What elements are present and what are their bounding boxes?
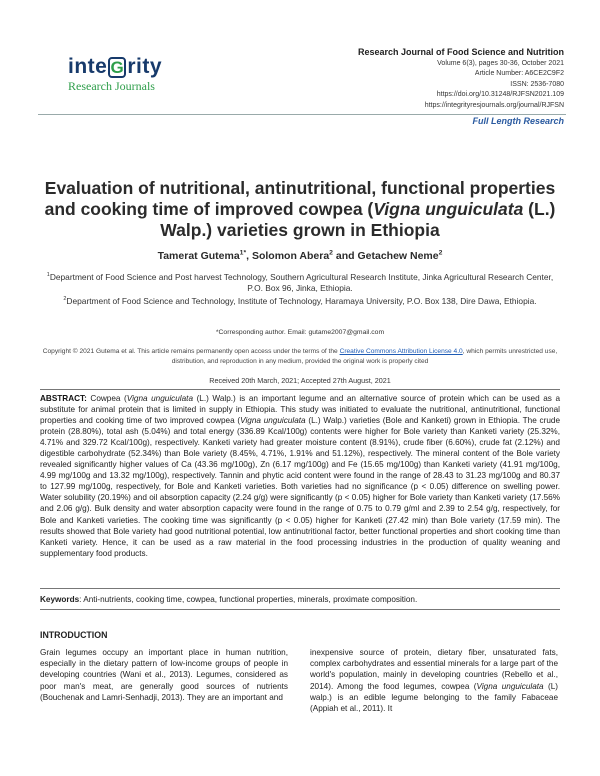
keywords-text: : Anti-nutrients, cooking time, cowpea, functional properties, minerals, proximate composition. <box>79 595 418 604</box>
author-list <box>40 250 560 262</box>
title-part1: Evaluation of nutritional, antinutritional, functional properties and cooking time of improved cowpea ( <box>44 178 556 219</box>
logo-g-letter: G <box>108 57 126 78</box>
abstract <box>40 393 560 559</box>
publisher-logo <box>68 56 176 102</box>
abstract-top-rule <box>40 389 560 390</box>
corresponding-author: *Corresponding author. Email: gutame2007@gmail.com <box>215 329 385 336</box>
issn: ISSN: 2536-7080 <box>510 80 564 88</box>
abstract-species: Vigna unguiculata <box>240 416 306 426</box>
license-link[interactable]: Creative Commons Attribution License 4.0 <box>339 348 463 355</box>
logo-part1: inte <box>68 55 108 78</box>
abstract-text: (L.) Walp.) varieties (Bole and Kanketi) grown in Ethiopia. The crude protein (28.80%), total ash (5.04%) and total energy (336.89 Kcal/100g) contents were higher for Bole variety than Kanketi variety (25.32%, 4.71% and 329.72 Kcal/100g), respectively. Kanketi variety had greater moisture content (8.91%), crude fiber (6.60%), crude fat (2.12%) and digestible carbohydrate (52.34%) than Bole variety (8.45%, 4.71%, 1.91% and 51.12%), respectively. The mineral content of the Bole variety revealed significantly higher values of Ca (43.36 mg/100g), Zn (6.17 mg/100g) and Fe (15.65 mg/100g) than Kanketi variety (41.91 mg/100g, 4.99 mg/100g and 13.32 mg/100g), respectively. Tannin and phytic acid content were found in the range of 28.43 to 31.23 mg/100g and 80.37 to 127.99 mg/100g, respectively, for Bole and Kanketi varieties. Both varieties had no significance (p < 0.05) difference on swelling power. Water solubility (20.19%) and oil absorption capacity (2.24 g/g) were significantly (p < 0.05) higher for Bole variety than Kanketi variety (17.56% and 2.06 g/g). Bulk density and water absorption capacity were found in the range of 0.75 to 0.79 g/ml and 2.39 to 2.54 g/g, respectively, for Bole and Kanketi varieties. The cooking time was significantly (p < 0.05) higher for Kanketi (27.42 min) than Bole variety (17.59 min). The results showed that Bole variety had good nutritional potential, low antinutritional factor, better functional properties and short cooking time than Kanketi variety. Hence, it can be used as a raw material in the food processing industries in the production of quality weaning and supplementary food products. <box>40 416 560 558</box>
affiliation-text: Department of Food Science and Technology, Institute of Technology, Haramaya University, P.O. Box 138, Dire Dawa, Ethiopia. <box>66 296 537 306</box>
intro-species: Vigna unguiculata <box>476 681 544 691</box>
title-part2: (L.) Walp.) varieties grown in Ethiopia <box>160 199 556 240</box>
journal-info <box>264 46 564 111</box>
affiliation-1 <box>40 272 560 294</box>
intro-text: (L) walp.) is an edible legume belonging to the family Fabaceae (Appiah et al., 2011). It <box>310 681 559 714</box>
abstract-species: Vigna unguiculata <box>126 394 194 403</box>
author-sup: 2 <box>329 249 333 257</box>
article-number: Article Number: A6CE2C9F2 <box>474 70 564 78</box>
logo-subtitle: Research Journals <box>68 79 155 93</box>
abstract-text: (L.) Walp.) is an important legume and an alternative source of protein which can be used as a substitute for animal protein that is limited in supply in Ethiopia. This study was initiated to evaluate the nutritional, antinutritional, functional properties and cooking time of two improved cowpea ( <box>40 394 560 426</box>
journal-name: Research Journal of Food Science and Nutrition <box>357 47 564 57</box>
author-name: Getachew Neme <box>357 250 439 262</box>
author-name: Tamerat Gutema <box>157 250 240 262</box>
journal-volume: Volume 6(3), pages 30-36, October 2021 <box>437 60 564 67</box>
title-species: Vigna unguiculata <box>373 199 524 219</box>
intro-right-column <box>310 647 558 714</box>
author-separator: , <box>246 250 252 262</box>
author-name: Solomon Abera <box>251 250 330 262</box>
logo-wordmark <box>68 56 176 78</box>
affiliation-sup: 2 <box>63 296 67 303</box>
abstract-text: Cowpea ( <box>86 394 127 403</box>
keywords-label: Keywords <box>40 595 80 604</box>
copyright-notice <box>40 347 560 366</box>
logo-part2: rity <box>127 55 163 78</box>
intro-left-column: Grain legumes occupy an important place in human nutrition, especially in the dietary pattern of low-income groups of people in developing countries (Wani et al., 2013). Legumes, considered as poor man's meat, are generally good sources of nutrients (Bouchenak and Lamri-Senhadji, 2013). They are an important and <box>40 648 288 702</box>
intro-text: inexpensive source of protein, dietary fiber, unsaturated fats, complex carbohydrates and essential minerals for a large part of the world's population, mainly in developing countries (Rebello et al., 2014). Among the food legumes, cowpea ( <box>310 648 558 691</box>
doi-link[interactable]: https://doi.org/10.31248/RJFSN2021.109 <box>436 91 564 99</box>
copyright-post: , which permits unrestricted use, distribution, and reproduction in any medium, provided the original work is properly cited <box>171 348 558 365</box>
paper-title <box>40 178 560 241</box>
affiliation-text: Department of Food Science and Post harvest Technology, Southern Agricultural Research Institute, Jinka Agricultural Research Center, P.O. Box 96, Jinka, Ethiopia. <box>49 272 554 293</box>
keywords-bottom-rule <box>40 609 560 610</box>
affiliation-2 <box>40 296 560 307</box>
copyright-pre: Copyright © 2021 Gutema et al. This article remains permanently open access under the terms of the <box>42 348 340 355</box>
keywords-top-rule <box>40 588 560 589</box>
author-sup: 1* <box>239 249 247 257</box>
author-separator: and <box>332 250 358 262</box>
article-type: Full Length Research <box>472 116 564 126</box>
section-heading-introduction: INTRODUCTION <box>40 630 108 640</box>
abstract-label: ABSTRACT: <box>40 394 87 403</box>
keywords <box>40 595 560 604</box>
affiliation-sup: 1 <box>46 272 50 279</box>
received-dates: Received 20th March, 2021; Accepted 27th August, 2021 <box>209 376 391 385</box>
author-sup: 2 <box>438 249 443 257</box>
journal-url[interactable]: https://integrityresjournals.org/journal/RJFSN <box>424 101 564 109</box>
header-divider <box>38 114 566 115</box>
